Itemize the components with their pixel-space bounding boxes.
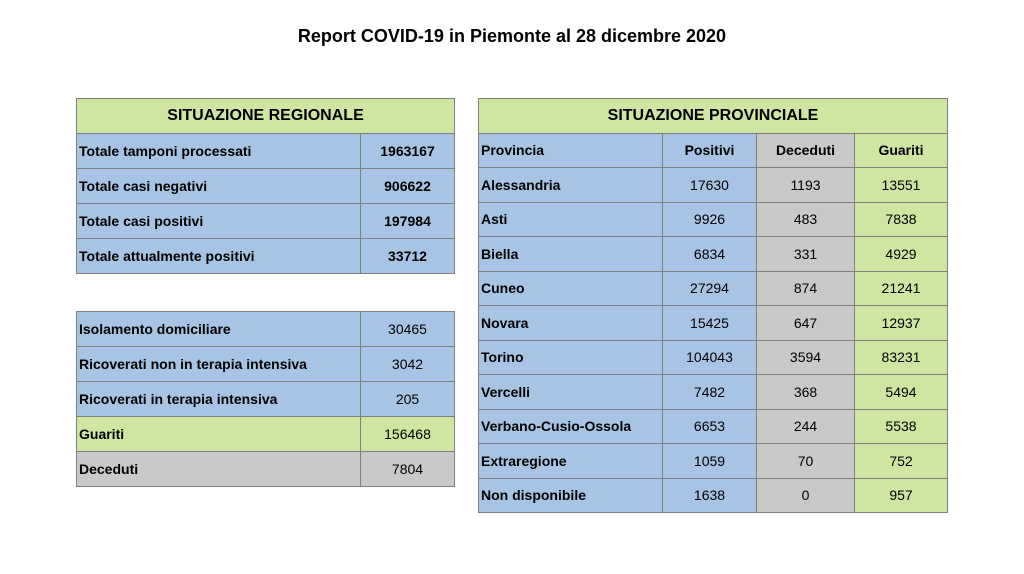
details-table bbox=[76, 311, 455, 487]
row-label: Ricoverati in terapia intensiva bbox=[77, 382, 361, 417]
table-row bbox=[77, 312, 455, 347]
table-row bbox=[479, 340, 948, 375]
province-positivi: 1059 bbox=[663, 444, 757, 479]
province-positivi: 17630 bbox=[663, 168, 757, 203]
province-name: Verbano-Cusio-Ossola bbox=[479, 409, 663, 444]
province-guariti: 5494 bbox=[855, 375, 948, 410]
province-name: Asti bbox=[479, 202, 663, 237]
province-deceduti: 1193 bbox=[757, 168, 855, 203]
province-positivi: 6834 bbox=[663, 237, 757, 272]
province-deceduti: 483 bbox=[757, 202, 855, 237]
page-title: Report COVID-19 in Piemonte al 28 dicembre 2020 bbox=[297, 26, 727, 46]
province-deceduti: 331 bbox=[757, 237, 855, 272]
row-label: Totale tamponi processati bbox=[77, 134, 361, 169]
table-row bbox=[479, 237, 948, 272]
province-guariti: 13551 bbox=[855, 168, 948, 203]
provincial-rows bbox=[479, 168, 948, 513]
province-guariti: 4929 bbox=[855, 237, 948, 272]
province-positivi: 9926 bbox=[663, 202, 757, 237]
row-label: Ricoverati non in terapia intensiva bbox=[77, 347, 361, 382]
row-value: 3042 bbox=[361, 347, 455, 382]
province-deceduti: 70 bbox=[757, 444, 855, 479]
column-header-row bbox=[479, 133, 948, 168]
row-value: 33712 bbox=[361, 239, 455, 274]
table-row bbox=[479, 375, 948, 410]
province-positivi: 6653 bbox=[663, 409, 757, 444]
regional-table bbox=[76, 98, 455, 274]
column-header-deceduti: Deceduti bbox=[757, 133, 855, 168]
provincial-table bbox=[478, 98, 948, 513]
table-row bbox=[77, 382, 455, 417]
column-header-provincia: Provincia bbox=[479, 133, 663, 168]
province-positivi: 15425 bbox=[663, 306, 757, 341]
province-name: Alessandria bbox=[479, 168, 663, 203]
row-label: Totale casi positivi bbox=[77, 204, 361, 239]
row-value: 205 bbox=[361, 382, 455, 417]
province-guariti: 752 bbox=[855, 444, 948, 479]
table-row bbox=[77, 204, 455, 239]
province-guariti: 83231 bbox=[855, 340, 948, 375]
row-value: 7804 bbox=[361, 452, 455, 487]
province-name: Biella bbox=[479, 237, 663, 272]
row-value: 906622 bbox=[361, 169, 455, 204]
regional-header: SITUAZIONE REGIONALE bbox=[77, 99, 455, 134]
province-deceduti: 368 bbox=[757, 375, 855, 410]
province-guariti: 7838 bbox=[855, 202, 948, 237]
column-header-guariti: Guariti bbox=[855, 133, 948, 168]
province-guariti: 21241 bbox=[855, 271, 948, 306]
table-row bbox=[479, 444, 948, 479]
table-row bbox=[479, 306, 948, 341]
table-row bbox=[479, 409, 948, 444]
province-deceduti: 244 bbox=[757, 409, 855, 444]
province-guariti: 957 bbox=[855, 478, 948, 513]
table-row bbox=[77, 169, 455, 204]
province-name: Novara bbox=[479, 306, 663, 341]
table-row bbox=[77, 239, 455, 274]
table-row bbox=[77, 452, 455, 487]
row-label: Totale attualmente positivi bbox=[77, 239, 361, 274]
province-deceduti: 647 bbox=[757, 306, 855, 341]
province-name: Cuneo bbox=[479, 271, 663, 306]
table-row bbox=[77, 417, 455, 452]
table-row bbox=[77, 134, 455, 169]
row-value: 197984 bbox=[361, 204, 455, 239]
province-name: Torino bbox=[479, 340, 663, 375]
row-value: 30465 bbox=[361, 312, 455, 347]
province-positivi: 1638 bbox=[663, 478, 757, 513]
province-name: Extraregione bbox=[479, 444, 663, 479]
province-guariti: 5538 bbox=[855, 409, 948, 444]
province-deceduti: 874 bbox=[757, 271, 855, 306]
row-label: Isolamento domiciliare bbox=[77, 312, 361, 347]
province-deceduti: 3594 bbox=[757, 340, 855, 375]
province-name: Vercelli bbox=[479, 375, 663, 410]
province-guariti: 12937 bbox=[855, 306, 948, 341]
row-label: Guariti bbox=[77, 417, 361, 452]
table-row bbox=[479, 202, 948, 237]
row-label: Totale casi negativi bbox=[77, 169, 361, 204]
provincial-header: SITUAZIONE PROVINCIALE bbox=[479, 99, 948, 134]
row-label: Deceduti bbox=[77, 452, 361, 487]
column-header-positivi: Positivi bbox=[663, 133, 757, 168]
province-positivi: 104043 bbox=[663, 340, 757, 375]
row-value: 1963167 bbox=[361, 134, 455, 169]
province-name: Non disponibile bbox=[479, 478, 663, 513]
province-deceduti: 0 bbox=[757, 478, 855, 513]
table-row bbox=[479, 478, 948, 513]
province-positivi: 7482 bbox=[663, 375, 757, 410]
row-value: 156468 bbox=[361, 417, 455, 452]
table-row bbox=[479, 271, 948, 306]
province-positivi: 27294 bbox=[663, 271, 757, 306]
table-row bbox=[479, 168, 948, 203]
table-row bbox=[77, 347, 455, 382]
